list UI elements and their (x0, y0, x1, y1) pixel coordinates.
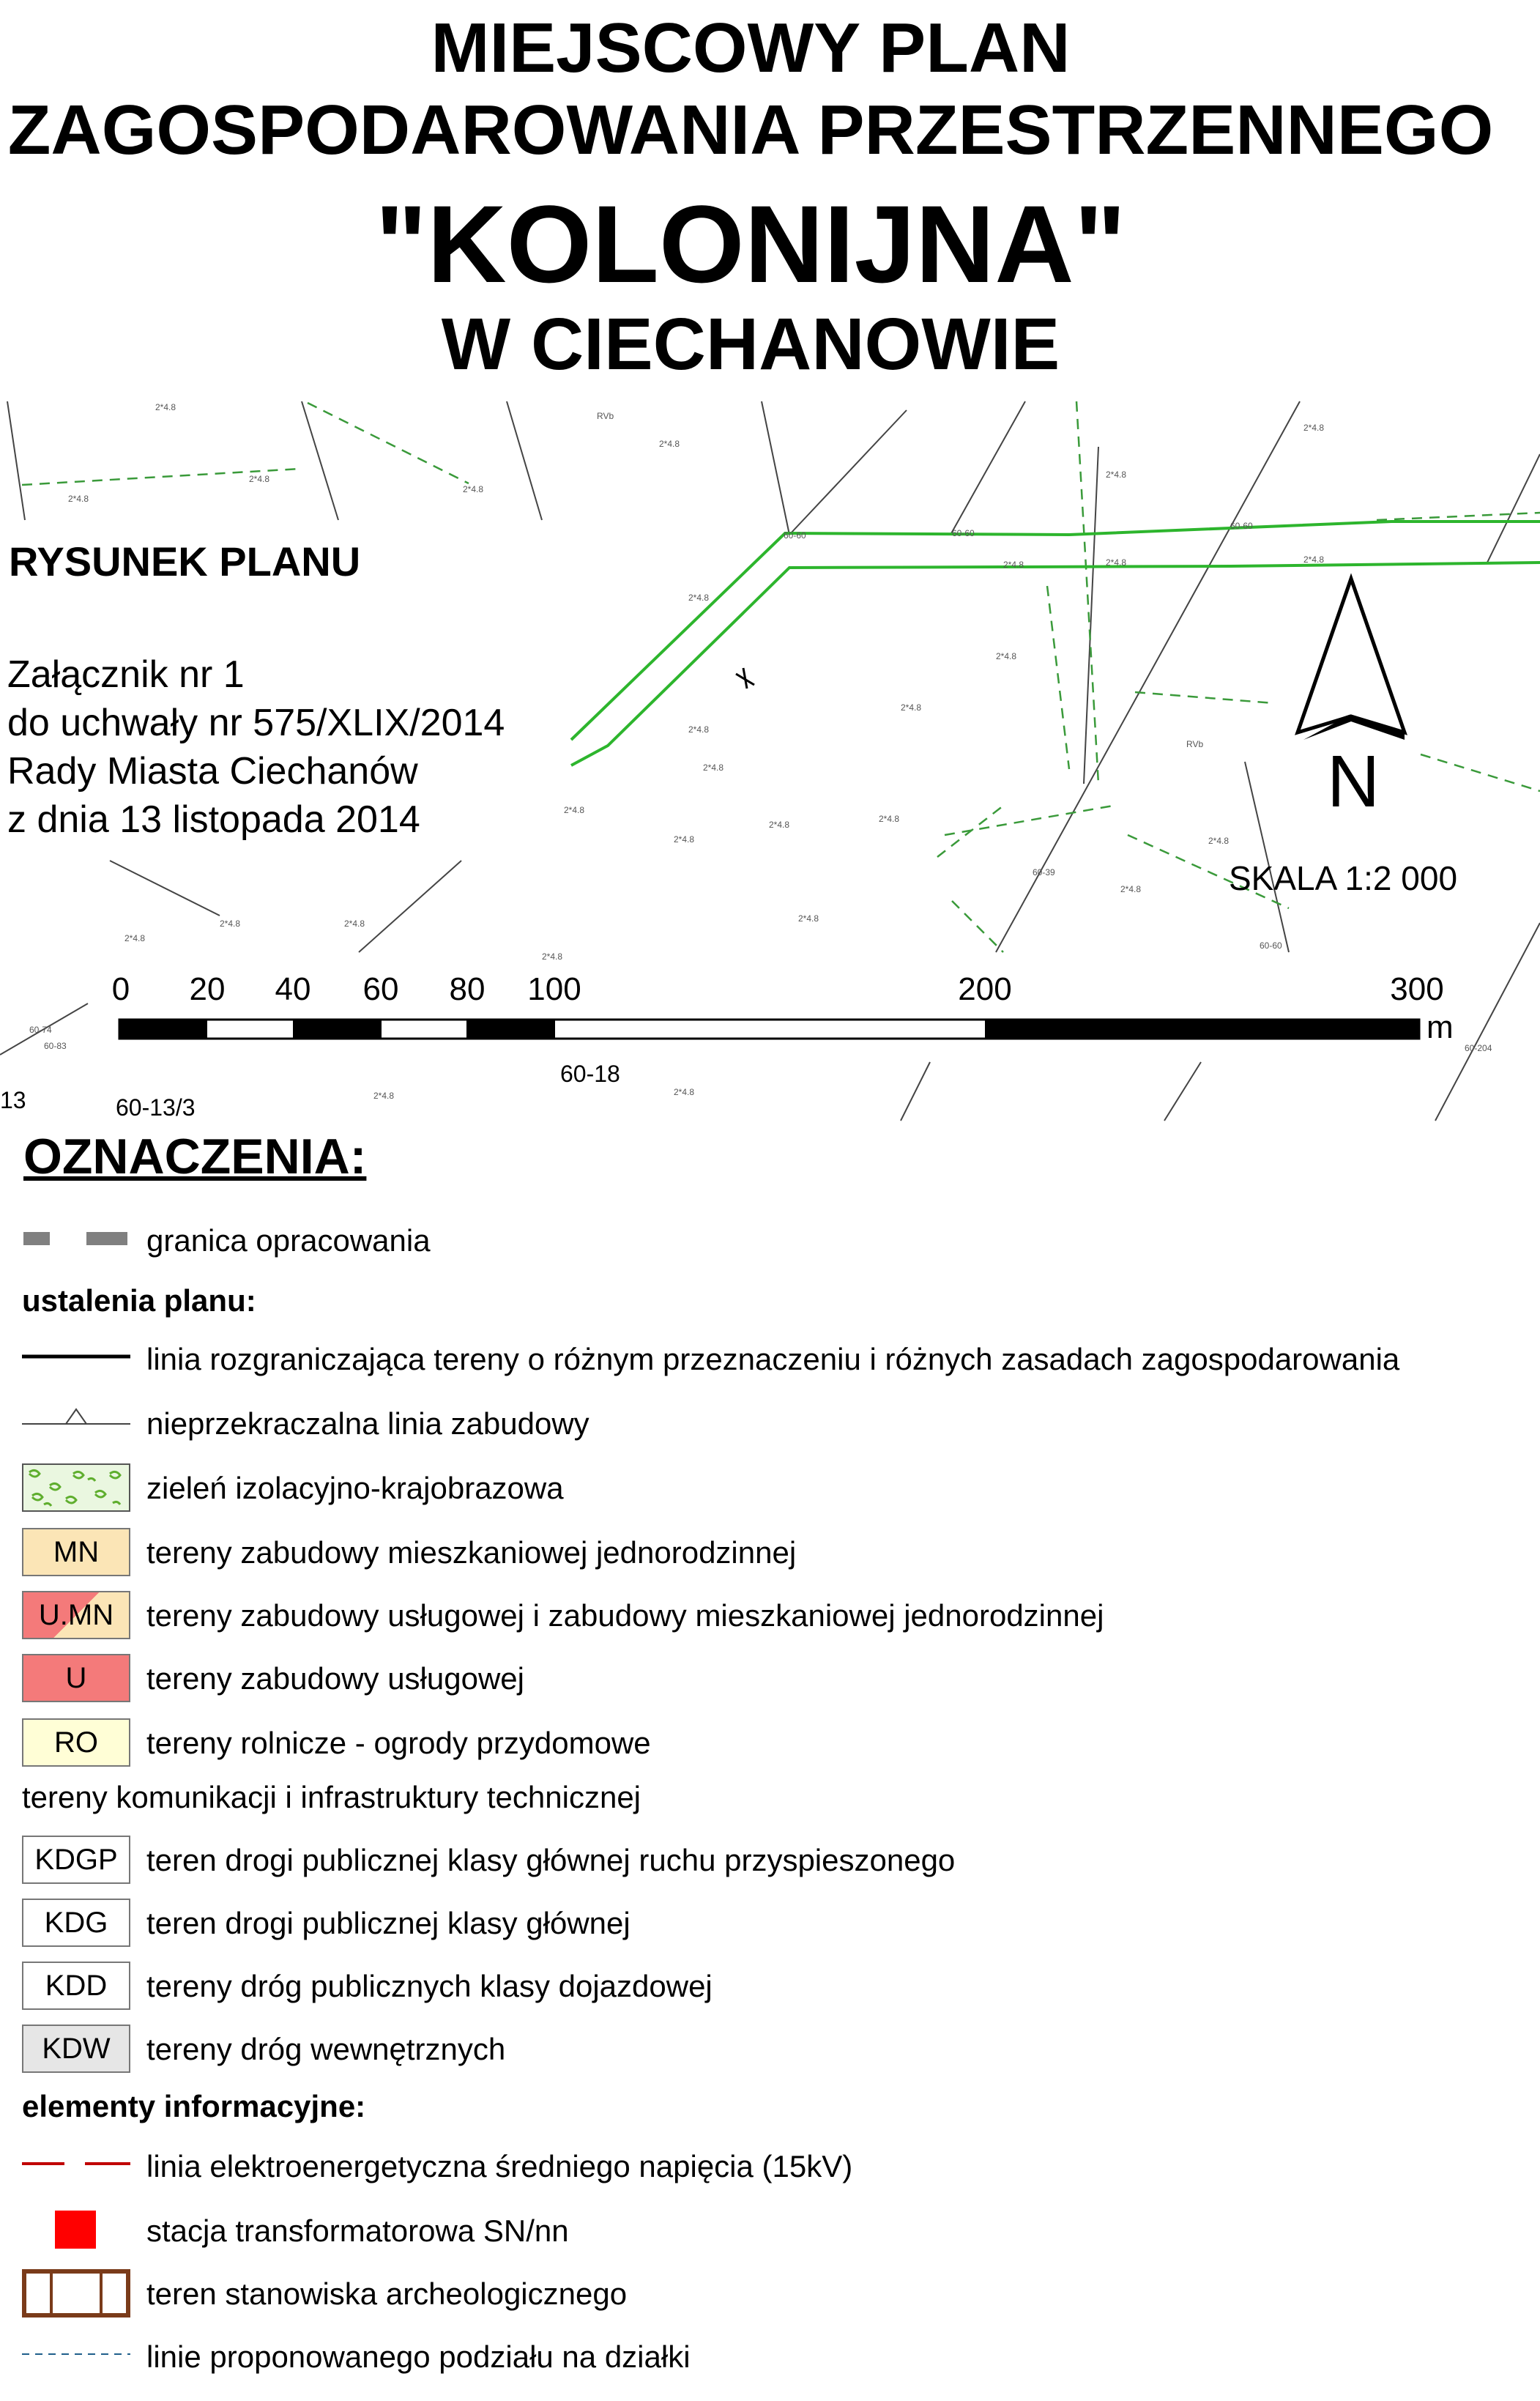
attachment-line: do uchwały nr 575/XLIX/2014 (7, 702, 505, 744)
legend-row-kdw (22, 2025, 1530, 2074)
scale-text: SKALA 1:2 000 (1229, 859, 1458, 897)
legend-label: tereny dróg publicznych klasy dojazdowej (146, 1969, 713, 2003)
legend-label: linie proponowanego podziału na działki (146, 2339, 691, 2374)
legend-label: nieprzekraczalna linia zabudowy (146, 1406, 589, 1441)
title-line-2: ZAGOSPODAROWANIA PRZESTRZENNEGO (7, 91, 1494, 169)
svg-text:2*4.8: 2*4.8 (769, 820, 790, 830)
svg-text:2*4.8: 2*4.8 (1120, 884, 1142, 894)
umn-swatch: U.MN (22, 1591, 130, 1639)
mn-swatch: MN (22, 1528, 130, 1576)
legend-row-kdg (22, 1899, 1530, 1948)
triangle-line-icon (22, 1399, 130, 1447)
svg-text:2*4.8: 2*4.8 (220, 919, 241, 929)
scale-bar (119, 1020, 1419, 1039)
legend-row-ro (22, 1718, 1530, 1768)
parcel-label: 60-13/3 (116, 1094, 196, 1121)
svg-text:60-60: 60-60 (1230, 521, 1253, 531)
legend-row-u (22, 1654, 1530, 1704)
svg-text:2*4.8: 2*4.8 (1303, 423, 1325, 433)
legend-label: teren drogi publicznej klasy głównej (146, 1906, 630, 1940)
scale-tick: 100 (527, 971, 581, 1007)
legend-label: granica opracowania (146, 1223, 431, 1258)
kdg-swatch: KDG (22, 1899, 130, 1947)
svg-text:2*4.8: 2*4.8 (659, 439, 680, 449)
svg-text:2*4.8: 2*4.8 (1303, 554, 1325, 565)
svg-text:60-74: 60-74 (29, 1025, 52, 1035)
north-arrow-icon (1298, 579, 1405, 740)
legend-row-line-demarcation (22, 1335, 1530, 1384)
scale-unit: m (1426, 1009, 1454, 1045)
svg-text:2*4.8: 2*4.8 (798, 913, 819, 924)
archaeology-area-icon (22, 2269, 130, 2317)
legend-label: tereny zabudowy usługowej (146, 1661, 524, 1696)
svg-text:60-39: 60-39 (1033, 867, 1055, 877)
legend-label: tereny zabudowy mieszkaniowej jednorodzinnej (146, 1535, 797, 1570)
legend-row-transformer (22, 2206, 1530, 2256)
sheet-label: RYSUNEK PLANU (9, 538, 361, 585)
north-label: N (1327, 741, 1380, 823)
svg-text:2*4.8: 2*4.8 (564, 805, 585, 815)
ro-swatch: RO (22, 1718, 130, 1767)
svg-text:2*4.8: 2*4.8 (249, 474, 270, 484)
legend-label: tereny zabudowy usługowej i zabudowy mieszkaniowej jednorodzinnej (146, 1598, 1104, 1633)
green-pattern-icon (22, 1463, 130, 1512)
svg-text:2*4.8: 2*4.8 (703, 762, 724, 773)
legend-section-transport: tereny komunikacji i infrastruktury technicznej (22, 1780, 641, 1814)
attachment-info (7, 650, 505, 844)
attachment-line: Rady Miasta Ciechanów (7, 750, 418, 793)
legend-row-kdd (22, 1962, 1530, 2011)
svg-text:2*4.8: 2*4.8 (124, 933, 146, 943)
parcel-label: 60-18 (560, 1061, 620, 1087)
svg-text:2*4.8: 2*4.8 (1208, 836, 1230, 846)
svg-text:2*4.8: 2*4.8 (373, 1091, 395, 1101)
legend-label: tereny dróg wewnętrznych (146, 2032, 506, 2066)
svg-text:2*4.8: 2*4.8 (879, 814, 900, 824)
svg-text:2*4.8: 2*4.8 (344, 919, 365, 929)
title-line-4: W CIECHANOWIE (441, 303, 1060, 385)
boundary-dash-icon (22, 1216, 130, 1264)
title-line-3: "KOLONIJNA" (375, 182, 1126, 305)
scale-tick: 300 (1390, 971, 1444, 1007)
legend-row-boundary (22, 1216, 1530, 1266)
legend-row-kdgp (22, 1836, 1530, 1885)
parcel-label: 13 (0, 1087, 26, 1113)
division-line-icon (22, 2332, 130, 2380)
attachment-line: z dnia 13 listopada 2014 (7, 798, 420, 841)
u-swatch: U (22, 1654, 130, 1702)
legend-section-plan: ustalenia planu: (22, 1283, 256, 1318)
svg-text:2*4.8: 2*4.8 (1106, 470, 1127, 480)
svg-text:60-60: 60-60 (952, 528, 975, 538)
legend-row-mn (22, 1528, 1530, 1578)
legend-row-umn (22, 1591, 1530, 1641)
scale-tick: 20 (189, 971, 226, 1007)
legend-label: linia elektroenergetyczna średniego napięcia (15kV) (146, 2149, 853, 2183)
legend-label: linia rozgraniczająca tereny o różnym przeznaczeniu i różnych zasadach zagospodarowania (146, 1342, 1400, 1376)
legend-label: tereny rolnicze - ogrody przydomowe (146, 1726, 651, 1760)
svg-text:2*4.8: 2*4.8 (688, 724, 710, 735)
svg-text:2*4.8: 2*4.8 (901, 702, 922, 713)
svg-text:2*4.8: 2*4.8 (542, 951, 563, 962)
scale-tick: 60 (362, 971, 399, 1007)
solid-line-icon (22, 1335, 130, 1383)
svg-text:2*4.8: 2*4.8 (463, 484, 484, 494)
legend-row-archaeology (22, 2269, 1530, 2319)
scale-tick: 40 (275, 971, 311, 1007)
svg-text:RVb: RVb (597, 411, 614, 421)
legend-row-building-line (22, 1399, 1530, 1449)
survey-marker-icon (736, 668, 754, 689)
legend-row-green (22, 1463, 1530, 1513)
kdw-swatch: KDW (22, 2025, 130, 2073)
legend-title: OZNACZENIA: (23, 1129, 367, 1184)
svg-text:2*4.8: 2*4.8 (688, 593, 710, 603)
svg-text:2*4.8: 2*4.8 (1003, 560, 1024, 570)
transformer-icon (22, 2206, 130, 2255)
svg-text:RVb: RVb (1186, 739, 1204, 749)
scale-tick: 80 (449, 971, 486, 1007)
scale-tick: 200 (958, 971, 1012, 1007)
attachment-line: Załącznik nr 1 (7, 653, 245, 696)
svg-text:2*4.8: 2*4.8 (155, 402, 176, 412)
kdd-swatch: KDD (22, 1962, 130, 2010)
legend-label: teren drogi publicznej klasy głównej ruchu przyspieszonego (146, 1843, 956, 1877)
legend-label: teren stanowiska archeologicznego (146, 2276, 628, 2311)
svg-text:60-83: 60-83 (44, 1041, 67, 1051)
legend-row-division (22, 2332, 1530, 2382)
svg-text:2*4.8: 2*4.8 (674, 1087, 695, 1097)
svg-text:2*4.8: 2*4.8 (674, 834, 695, 845)
svg-text:60-60: 60-60 (784, 530, 806, 541)
svg-text:60-60: 60-60 (1260, 940, 1282, 951)
power-line-icon (22, 2142, 130, 2190)
scale-tick: 0 (111, 971, 130, 1007)
kdgp-swatch: KDGP (22, 1836, 130, 1884)
svg-text:60-204: 60-204 (1465, 1043, 1492, 1053)
legend-label: zieleń izolacyjno-krajobrazowa (146, 1471, 564, 1505)
legend-label: stacja transformatorowa SN/nn (146, 2213, 569, 2248)
svg-text:2*4.8: 2*4.8 (1106, 557, 1127, 568)
title-line-1: MIEJSCOWY PLAN (431, 9, 1071, 87)
svg-text:2*4.8: 2*4.8 (996, 651, 1017, 661)
legend-section-info: elementy informacyjne: (22, 2089, 366, 2123)
legend-row-power-line (22, 2142, 1530, 2192)
svg-text:2*4.8: 2*4.8 (68, 494, 89, 504)
